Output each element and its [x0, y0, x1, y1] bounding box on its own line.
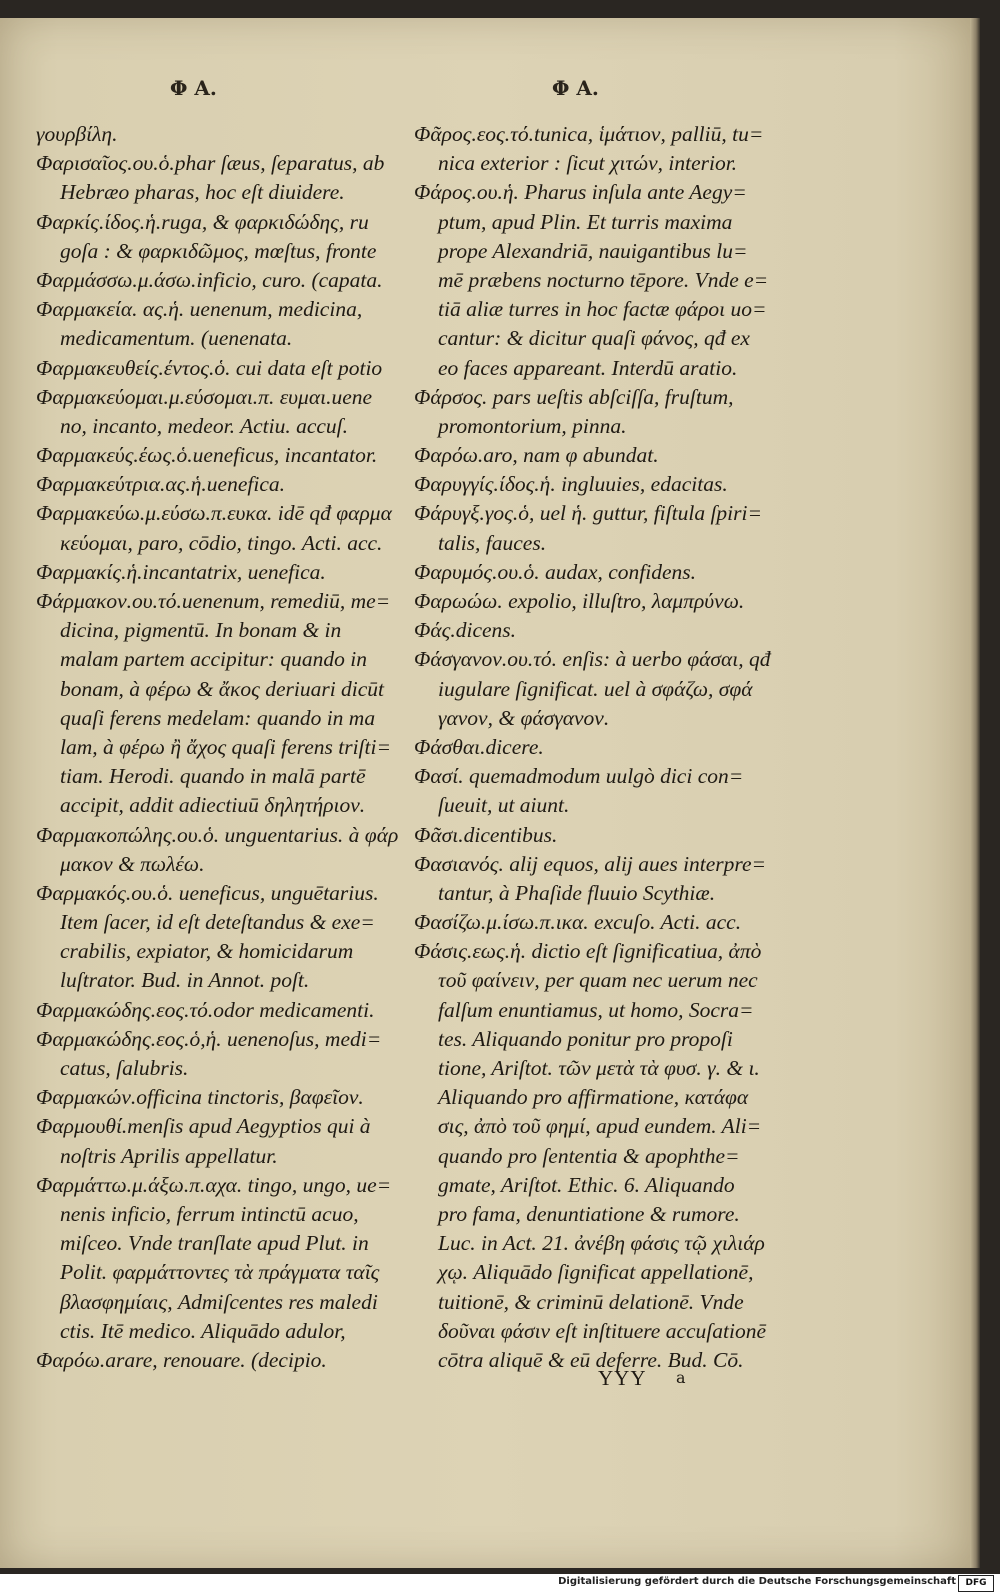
text-line: σις, ἀπὸ τοῦ φημί, apud eundem. Ali= [438, 1114, 762, 1139]
text-line: medicamentum. (uenenata. [60, 326, 293, 351]
text-line: Φάρυγξ.γος.ὁ, uel ἡ. guttur, fiſtula ſpiri= [414, 501, 762, 526]
text-line: Φαρμακών.officina tinctoris, βαφεῖον. [36, 1085, 364, 1110]
dfg-logo: DFG [958, 1575, 994, 1592]
text-line: Φαρισαῖος.ου.ὁ.phar ſæus, ſeparatus, ab [36, 151, 385, 176]
text-line: tiā aliæ turres in hoc factæ φάροι uo= [438, 297, 767, 322]
text-line: pro fama, denuntiatione & rumore. [438, 1201, 740, 1226]
text-line: Φαρμακώδης.εος.ὁ,ἡ. uenenoſus, medi= [36, 1026, 382, 1051]
text-line: Φάρμακον.ου.τό.uenenum, remediū, me= [36, 589, 391, 613]
text-line: prope Alexandriā, nauigantibus lu= [438, 238, 748, 263]
left-column [36, 120, 446, 1375]
text-line: tuitionē, & criminū delationē. Vnde [438, 1289, 744, 1314]
text-line: Φάσγανον.ου.τό. enſis: à uerbo φάσαι, qđ [414, 647, 771, 672]
text-line: tiam. Herodi. quando in malā partē [60, 764, 366, 789]
text-line: Φαρμακεύω.μ.εύσω.π.ευκα. idē qđ φαρμα [36, 501, 392, 526]
text-line: Φασί. quemadmodum uulgò dici con= [414, 764, 744, 789]
footer-credit: Digitalisierung gefördert durch die Deutsche Forschungsgemeinschaft [558, 1576, 956, 1587]
text-line: lam, à φέρω ἢ ἄχος quaſi ferens triſti= [60, 734, 391, 759]
text-line: γανον, & φάσγανον. [438, 705, 610, 730]
catchword: YYY [598, 1366, 647, 1390]
text-line: Φάσις.εως.ἡ. dictio eſt ſignificatiua, ἀπὸ [414, 939, 762, 964]
right-column [414, 120, 824, 1375]
text-line: bonam, à φέρω & ἄκος deriuari dicūt [60, 676, 385, 701]
text-line: Luc. in Act. 21. ἀνέβη φάσις τῷ χιλιάρ [438, 1231, 765, 1256]
text-line: noſtris Aprilis appellatur. [60, 1143, 278, 1168]
text-line: ctis. Itē medico. Aliquādo adulor, [60, 1318, 346, 1343]
text-line: Φαρμάττω.μ.άξω.π.αχα. tingo, ungo, ue= [36, 1172, 392, 1197]
text-line: ſueuit, ut aiunt. [438, 793, 570, 818]
text-line: Φάς.dicens. [414, 618, 517, 643]
text-line: μακον & πωλέω. [60, 851, 205, 876]
text-line: catus, ſalubris. [60, 1056, 189, 1080]
text-line: iugulare ſignificat. uel à σφάζω, σφά [438, 676, 753, 701]
text-line: crabilis, expiator, & homicidarum [60, 939, 354, 964]
text-line: cōtra aliquē & eū deferre. Bud. Cō. [438, 1347, 744, 1372]
text-line: no, incanto, medeor. Actiu. accuſ. [60, 413, 349, 438]
text-line: γουρβίλη. [36, 122, 118, 146]
running-head-right: Φ A. [552, 76, 599, 100]
text-line: Φαρμακεύς.έως.ὁ.ueneficus, incantator. [36, 443, 378, 468]
text-line: Φάσθαι.dicere. [414, 734, 544, 759]
text-line: Φαρυγγίς.ίδος.ἡ. ingluuies, edacitas. [414, 472, 728, 497]
text-line: Polit. φαρμάττοντες τὰ πράγματα ταῖς [60, 1260, 380, 1285]
text-line: τοῦ φαίνειν, per quam nec uerum nec [438, 968, 758, 993]
text-line: tione, Ariſtot. τῶν μετὰ τὰ φυσ. γ. & ι. [438, 1056, 760, 1080]
page-edge [970, 18, 980, 1568]
text-line: luſtrator. Bud. in Annot. poſt. [60, 968, 310, 993]
text-line: δοῦναι φάσιν eſt inſtituere accuſationē [438, 1318, 767, 1343]
text-line: Φαρμουθί.menſis apud Aegyptios qui à [36, 1114, 371, 1139]
text-line: talis, fauces. [438, 530, 547, 555]
text-line: nenis inficio, ferrum intinctū acuo, [60, 1201, 359, 1226]
text-line: Φαρμακευθείς.έντος.ὁ. cui data eſt potio [36, 355, 383, 380]
text-line: Φαρμακοπώλης.ου.ὁ. unguentarius. à φάρ [36, 822, 399, 847]
text-line: Φαρμακίς.ἡ.incantatrix, uenefica. [36, 559, 326, 584]
book-page [0, 18, 972, 1568]
text-line: χῳ. Aliquādo ſignificat appellationē, [438, 1260, 754, 1285]
text-line: Φαρόω.arare, renouare. (decipio. [36, 1347, 327, 1372]
text-line: Item ſacer, id eſt deteſtandus & exe= [60, 910, 375, 935]
text-line: quaſi ferens medelam: quando in ma [60, 705, 376, 730]
text-line: nica exterior : ſicut χιτών, interior. [438, 151, 738, 176]
text-line: Φαρκίς.ίδος.ἡ.ruga, & φαρκιδώδης, ru [36, 209, 369, 234]
text-line: Φαρυμός.ου.ὁ. audax, confidens. [414, 559, 697, 584]
text-line: Φασιανός. alij equos, alij aues interpre= [414, 851, 767, 876]
text-line: cantur: & dicitur quaſi φάνος, qđ ex [438, 326, 750, 351]
text-line: Φαρόω.aro, nam φ abundat. [414, 443, 659, 468]
signature-mark: a [676, 1368, 686, 1387]
footer-bar [0, 1574, 1000, 1592]
text-line: Φάρσος. pars ueſtis abſciſſa, fruſtum, [414, 384, 734, 409]
text-line: Φᾶσι.dicentibus. [414, 822, 558, 847]
text-line: mē præbens nocturno tēpore. Vnde e= [438, 267, 769, 292]
text-line: tantur, à Phaſide fluuio Scythiæ. [438, 880, 716, 905]
text-line: falſum enuntiamus, ut homo, Socra= [438, 997, 754, 1022]
text-line: Φαρμακώδης.εος.τό.odor medicamenti. [36, 997, 375, 1022]
text-line: Φαρωώω. expolio, illuſtro, λαμπρύνω. [414, 589, 745, 613]
text-line: tes. Aliquando ponitur pro propoſi [438, 1026, 733, 1051]
text-line: Φάρος.ου.ἡ. Pharus inſula ante Aegy= [414, 180, 747, 205]
text-line: miſceo. Vnde tranſlate apud Plut. in [60, 1231, 369, 1256]
text-line: Φᾶρος.εος.τό.tunica, ἱμάτιον, palliū, tu= [414, 122, 764, 146]
text-line: goſa : & φαρκιδῶμος, mœſtus, fronte [60, 238, 377, 263]
text-line: βλασφημίαις, Admiſcentes res maledi [60, 1289, 378, 1314]
text-line: Hebræo pharas, hoc eſt diuidere. [60, 180, 345, 205]
text-line: Φαρμακεία. ας.ἡ. uenenum, medicina, [36, 297, 363, 322]
text-line: Φαρμακεύομαι.μ.εύσομαι.π. ευμαι.uene [36, 384, 373, 409]
text-line: Φαρμακός.ου.ὁ. ueneficus, unguētarius. [36, 880, 379, 905]
running-head-left: Φ A. [170, 76, 217, 100]
text-line: quando pro ſententia & apophthe= [438, 1143, 740, 1168]
text-line: dicina, pigmentū. In bonam & in [60, 618, 342, 643]
text-line: accipit, addit adiectiuū δηλητήριον. [60, 793, 366, 818]
text-line: Aliquando pro affirmatione, κατάφα [438, 1085, 749, 1110]
text-line: promontorium, pinna. [438, 413, 627, 438]
text-line: Φαρμάσσω.μ.άσω.inficio, curo. (capata. [36, 267, 383, 292]
text-line: eo faces appareant. Interdū aratio. [438, 355, 738, 380]
text-line: Φασίζω.μ.ίσω.π.ικα. excuſo. Acti. acc. [414, 910, 742, 935]
text-line: gmate, Ariſtot. Ethic. 6. Aliquando [438, 1172, 735, 1197]
text-line: κεύομαι, paro, cōdio, tingo. Acti. acc. [60, 530, 383, 555]
text-line: malam partem accipitur: quando in [60, 647, 367, 672]
text-line: ptum, apud Plin. Et turris maxima [438, 209, 733, 234]
text-line: Φαρμακεύτρια.ας.ἡ.uenefica. [36, 472, 285, 497]
